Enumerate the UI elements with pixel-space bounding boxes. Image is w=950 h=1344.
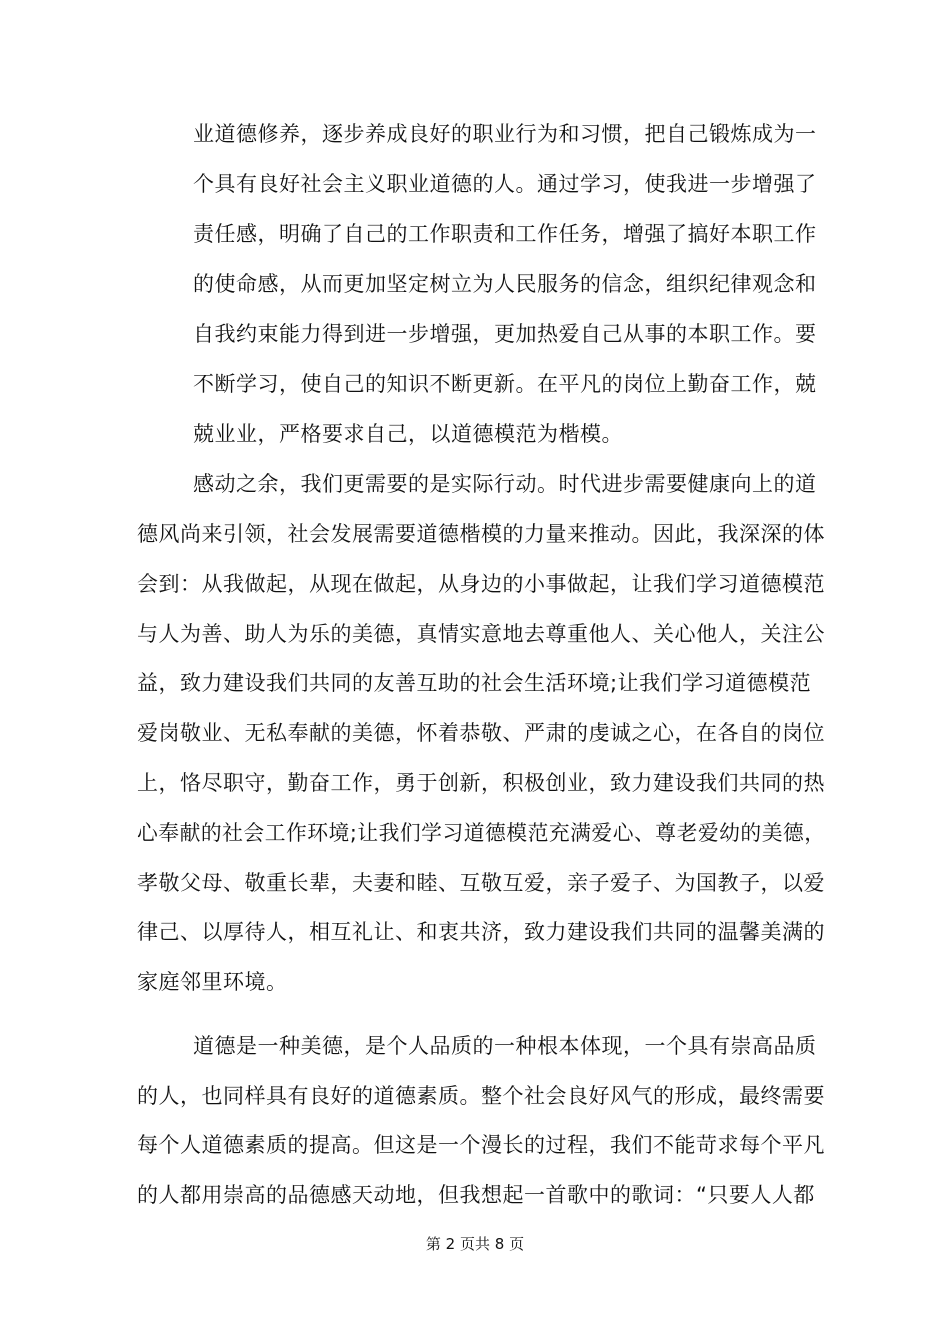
paragraph-line: 个具有良好社会主义职业道德的人。通过学习，使我进一步增强了	[193, 172, 817, 196]
paragraph-line: 感动之余，我们更需要的是实际行动。时代进步需要健康向上的道	[193, 472, 817, 496]
paragraph-line: 与人为善、助人为乐的美德，真情实意地去尊重他人、关心他人，关注公	[137, 622, 825, 646]
paragraph-line: 会到：从我做起，从现在做起，从身边的小事做起，让我们学习道德模范	[137, 572, 825, 596]
paragraph-line: 不断学习，使自己的知识不断更新。在平凡的岗位上勤奋工作，兢	[193, 372, 817, 396]
paragraph-line: 孝敬父母、敬重长辈，夫妻和睦、互敬互爱，亲子爱子、为国教子，以爱	[137, 871, 825, 895]
paragraph-line: 的使命感，从而更加坚定树立为人民服务的信念，组织纪律观念和	[193, 272, 817, 296]
paragraph-line: 兢业业，严格要求自己，以道德模范为楷模。	[193, 422, 623, 446]
paragraph-line: 责任感，明确了自己的工作职责和工作任务，增强了搞好本职工作	[193, 222, 817, 246]
paragraph-line: 益，致力建设我们共同的友善互助的社会生活环境;让我们学习道德模范	[137, 671, 812, 695]
paragraph-line: 爱岗敬业、无私奉献的美德，怀着恭敬、严肃的虔诚之心，在各自的岗位	[137, 721, 825, 745]
paragraph-line: 家庭邻里环境。	[137, 970, 288, 994]
paragraph-line: 心奉献的社会工作环境;让我们学习道德模范充满爱心、尊老爱幼的美德，	[137, 821, 826, 845]
paragraph-line: 道德是一种美德，是个人品质的一种根本体现，一个具有崇高品质	[193, 1034, 817, 1058]
paragraph-line: 律己、以厚待人，相互礼让、和衷共济，致力建设我们共同的温馨美满的	[137, 920, 825, 944]
paragraph-line: 每个人道德素质的提高。但这是一个漫长的过程，我们不能苛求每个平凡	[137, 1133, 825, 1157]
paragraph-line: 的人，也同样具有良好的道德素质。整个社会良好风气的形成，最终需要	[137, 1084, 825, 1108]
paragraph-line: 的人都用崇高的品德感天动地，但我想起一首歌中的歌词：“只要人人都	[137, 1183, 815, 1207]
paragraph-line: 德风尚来引领，社会发展需要道德楷模的力量来推动。因此，我深深的体	[137, 522, 825, 546]
paragraph-line: 上，恪尽职守，勤奋工作，勇于创新，积极创业，致力建设我们共同的热	[137, 771, 825, 795]
paragraph-line: 业道德修养，逐步养成良好的职业行为和习惯，把自己锻炼成为一	[193, 122, 817, 146]
page-number-footer: 第 2 页共 8 页	[425, 1235, 525, 1253]
paragraph-line: 自我约束能力得到进一步增强，更加热爱自己从事的本职工作。要	[193, 322, 817, 346]
